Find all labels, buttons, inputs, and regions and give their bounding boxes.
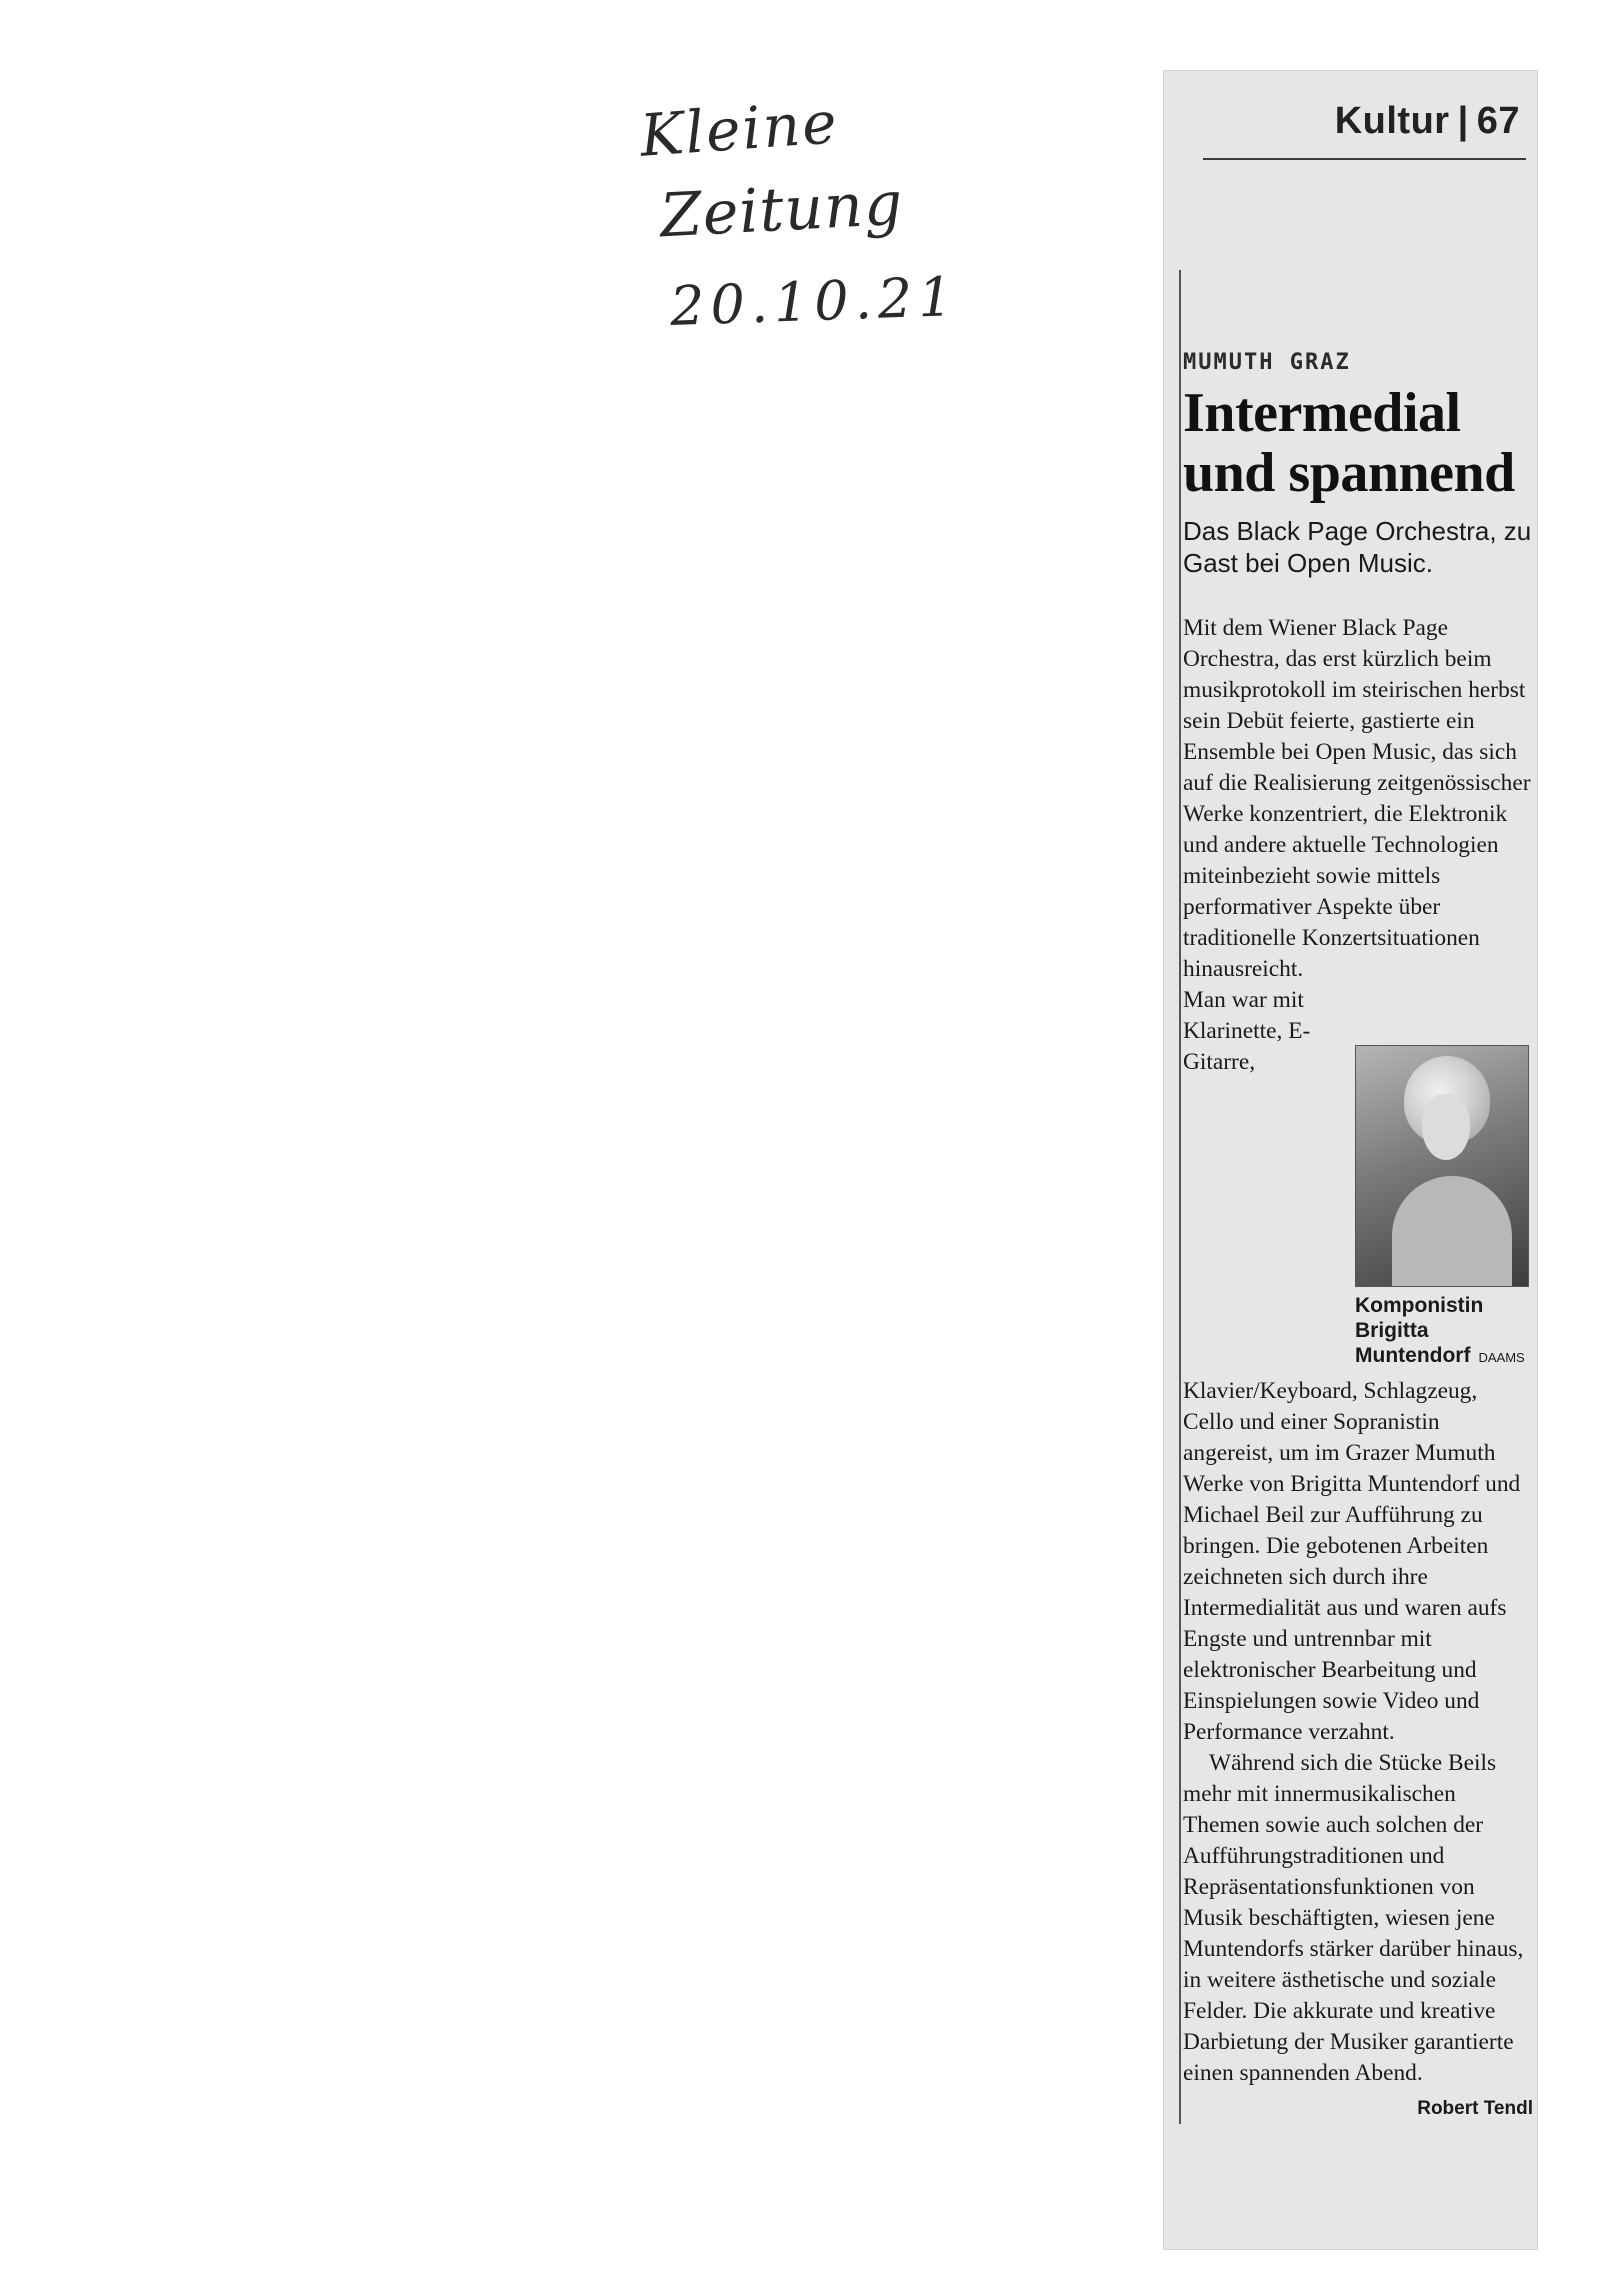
- article-headline: Intermedial und spannend: [1183, 382, 1515, 504]
- section-separator: |: [1457, 100, 1469, 142]
- photo-caption: [1355, 1293, 1533, 1370]
- photo-credit: DAAMS: [1478, 1350, 1525, 1365]
- newspaper-clipping: [1163, 70, 1538, 2250]
- author-byline: Robert Tendl: [1417, 2098, 1533, 2119]
- section-name: Kultur: [1334, 100, 1450, 142]
- paragraph-2: Man war mit Klarinette, E-Gitarre, Klavier/Keyboard, Schlagzeug, Cello und einer Sopranistin angereist, um im Grazer Mumuth Werke von Brigitta Muntendorf und Michael Beil zur Aufführung zu bringen. Die gebotenen Arbeiten zeichneten sich durch ihre Intermedialität aus und waren aufs Engste und untrennbar mit elektronischer Bearbeitung und Einspielungen sowie Video und Performance verzahnt.: [1183, 987, 1521, 1745]
- article-body: [1183, 613, 1533, 2119]
- page-number: 67: [1476, 100, 1520, 142]
- article: [1179, 270, 1533, 2124]
- article-kicker: MUMUTH GRAZ: [1183, 350, 1351, 375]
- handwritten-publication-line2: Zeitung: [658, 168, 905, 252]
- photo-caption-text: Komponistin Brigitta Muntendorf: [1355, 1294, 1484, 1367]
- handwritten-date: 20.10.21: [668, 264, 960, 339]
- article-subheadline: Das Black Page Orchestra, zu Gast bei Open Music.: [1183, 516, 1532, 578]
- paragraph-3: Während sich die Stücke Beils mehr mit innermusikalischen Themen sowie auch solchen der Aufführungstraditionen und Repräsentationsfunktionen von Musik beschäftigten, wiesen jene Muntendorfs stärker darüber hinaus, in weitere ästhetische und soziale Felder. Die akkurate und kreative Darbietung der Musiker garantierte einen spannenden Abend.: [1183, 1750, 1524, 2086]
- section-header: [1335, 100, 1520, 143]
- handwritten-publication-line1: Kleine: [637, 88, 841, 170]
- paragraph-1: Mit dem Wiener Black Page Orchestra, das erst kürzlich beim musikprotokoll im steirischen herbst sein Debüt feierte, gastierte ein Ensemble bei Open Music, das sich auf die Realisierung zeitgenössischer Werke konzentriert, die Elektronik und andere aktuelle Technologien miteinbezieht sowie mittels performativer Aspekte über traditionelle Konzertsituationen hinausreicht.: [1183, 615, 1531, 982]
- header-rule: [1203, 158, 1526, 160]
- photo-block: [1355, 1045, 1533, 1370]
- composer-photo: [1355, 1045, 1529, 1287]
